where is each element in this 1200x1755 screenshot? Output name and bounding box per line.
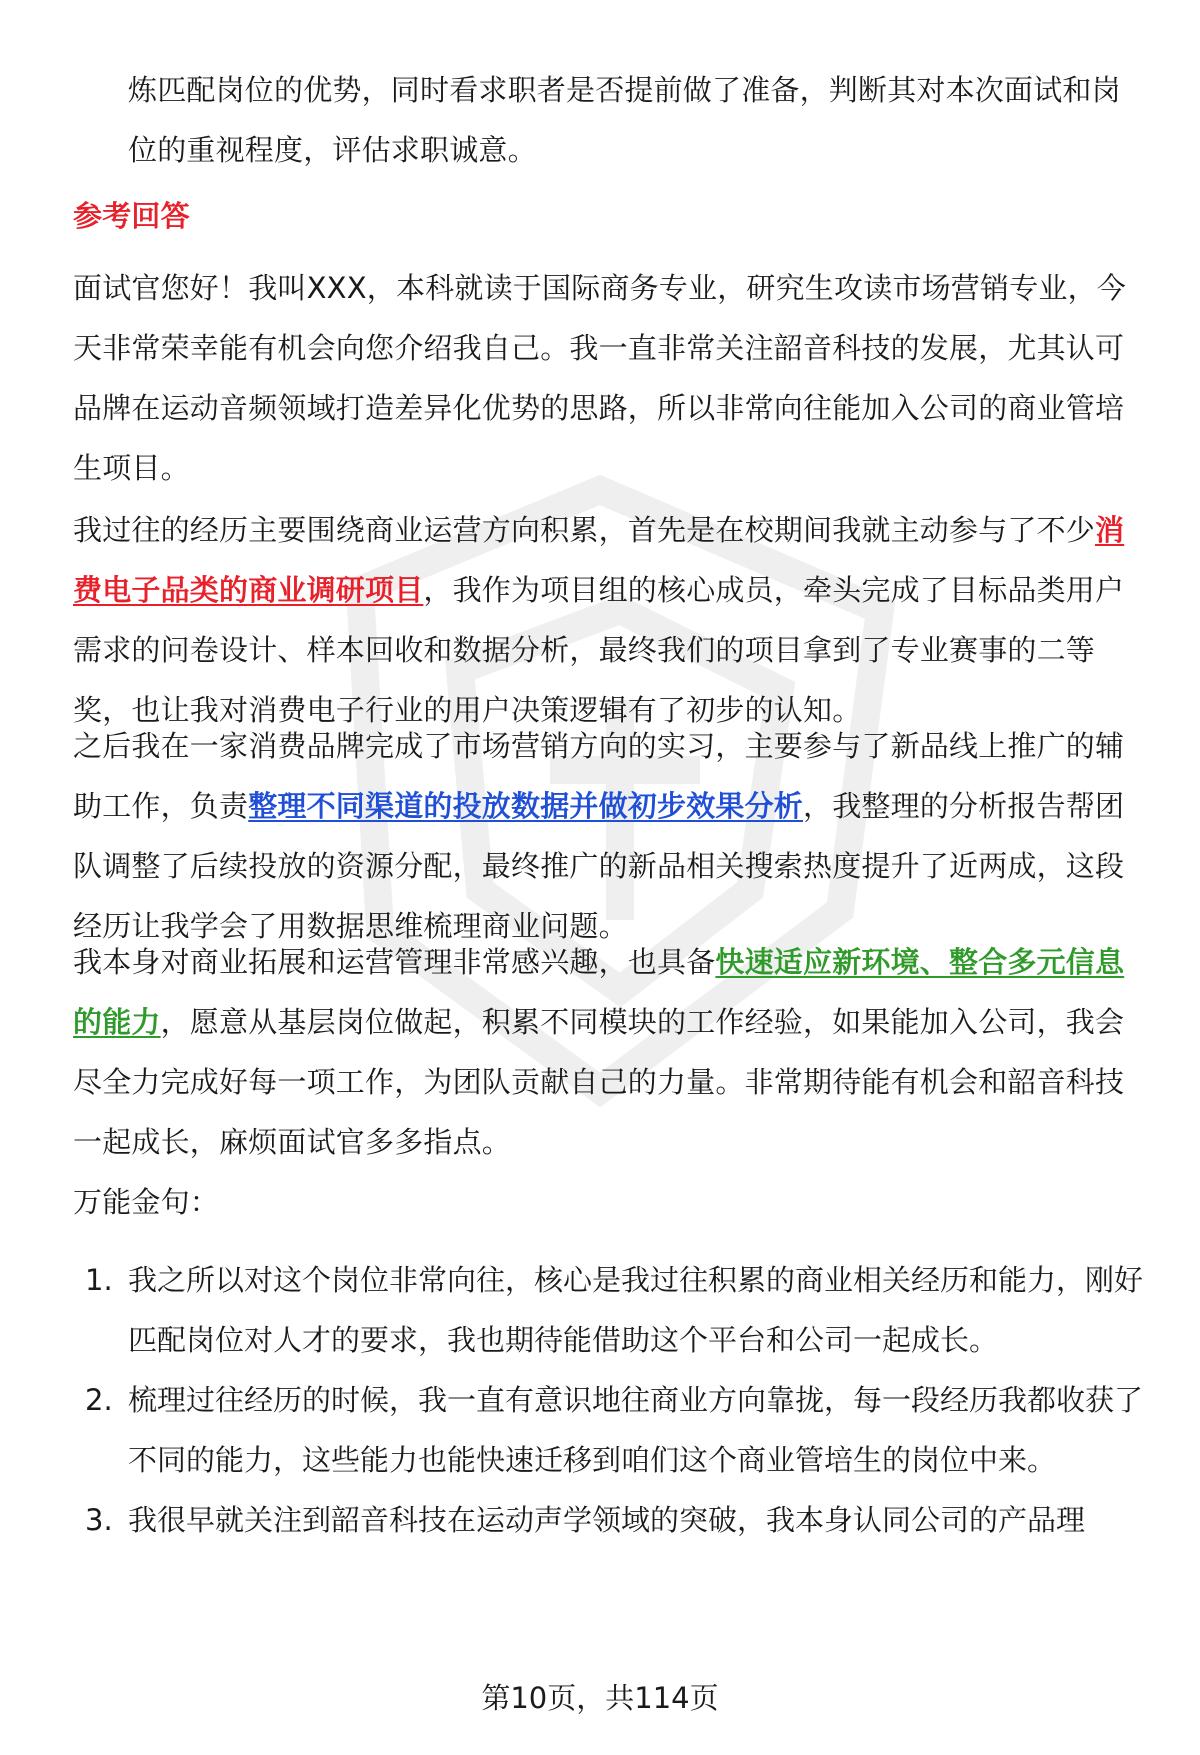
list-number: 3. — [85, 1503, 113, 1537]
list-number: 1. — [85, 1263, 113, 1297]
text-run: 之后我在一家消费品牌完成了市场营销方向的实习，主要参与了新品线上推广的辅助工作，负责 — [73, 729, 1125, 823]
page-footer: 第10页，共114页 — [481, 1681, 719, 1715]
text-run: ，我作为项目组的核心成员，牵头完成了目标品类用户需求的问卷设计、样本回收和数据分析，最终我们的项目拿到了专业赛事的二等奖，也让我对消费电子行业的用户决策逻辑有了初步的认知。 — [73, 573, 1125, 727]
golden-sentences-list — [73, 1250, 1145, 1550]
highlight-blue: 整理不同渠道的投放数据并做初步效果分析 — [248, 789, 804, 823]
list-item-text: 我很早就关注到韶音科技在运动声学领域的突破，我本身认同公司的产品理 — [128, 1503, 1086, 1537]
highlight-red: 消费电子品类的商业调研项目 — [73, 513, 1125, 607]
section-heading: 参考回答 — [73, 199, 190, 233]
text-run: ，我整理的分析报告帮团队调整了后续投放的资源分配，最终推广的新品相关搜索热度提升了近两成，这段经历让我学会了用数据思维梳理商业问题。 — [73, 789, 1125, 943]
experience-paragraph-1 — [73, 500, 1145, 740]
text-run: 我过往的经历主要围绕商业运营方向积累，首先是在校期间我就主动参与了不少 — [73, 513, 1096, 547]
list-item-text: 我之所以对这个岗位非常向往，核心是我过往积累的商业相关经历和能力，刚好匹配岗位对人才的要求，我也期待能借助这个平台和公司一起成长。 — [128, 1263, 1144, 1357]
highlight-green: 快速适应新环境、整合多元信息的能力 — [73, 945, 1125, 1039]
list-item — [73, 1370, 1145, 1490]
list-item-text: 梳理过往经历的时候，我一直有意识地往商业方向靠拢，每一段经历我都收获了不同的能力，这些能力也能快速迁移到咱们这个商业管培生的岗位中来。 — [128, 1383, 1144, 1477]
list-item — [73, 1250, 1145, 1370]
experience-paragraph-2 — [73, 716, 1145, 956]
text-run: 我本身对商业拓展和运营管理非常感兴趣，也具备 — [73, 945, 716, 979]
experience-paragraph-3 — [73, 932, 1145, 1172]
list-item — [73, 1490, 1145, 1550]
intro-paragraph: 面试官您好！我叫XXX，本科就读于国际商务专业，研究生攻读市场营销专业，今天非常荣幸能有机会向您介绍我自己。我一直非常关注韶音科技的发展，尤其认可品牌在运动音频领域打造差异化优势的思路，所以非常向往能加入公司的商业管培生项目。 — [73, 271, 1127, 485]
text-run: ，愿意从基层岗位做起，积累不同模块的工作经验，如果能加入公司，我会尽全力完成好每一项工作，为团队贡献自己的力量。非常期待能有机会和韶音科技一起成长，麻烦面试官多多指点。 — [73, 1005, 1125, 1159]
list-number: 2. — [85, 1383, 113, 1417]
golden-sentences-title: 万能金句： — [73, 1185, 220, 1219]
continuation-paragraph: 炼匹配岗位的优势，同时看求职者是否提前做了准备，判断其对本次面试和岗位的重视程度，评估求职诚意。 — [128, 73, 1121, 167]
